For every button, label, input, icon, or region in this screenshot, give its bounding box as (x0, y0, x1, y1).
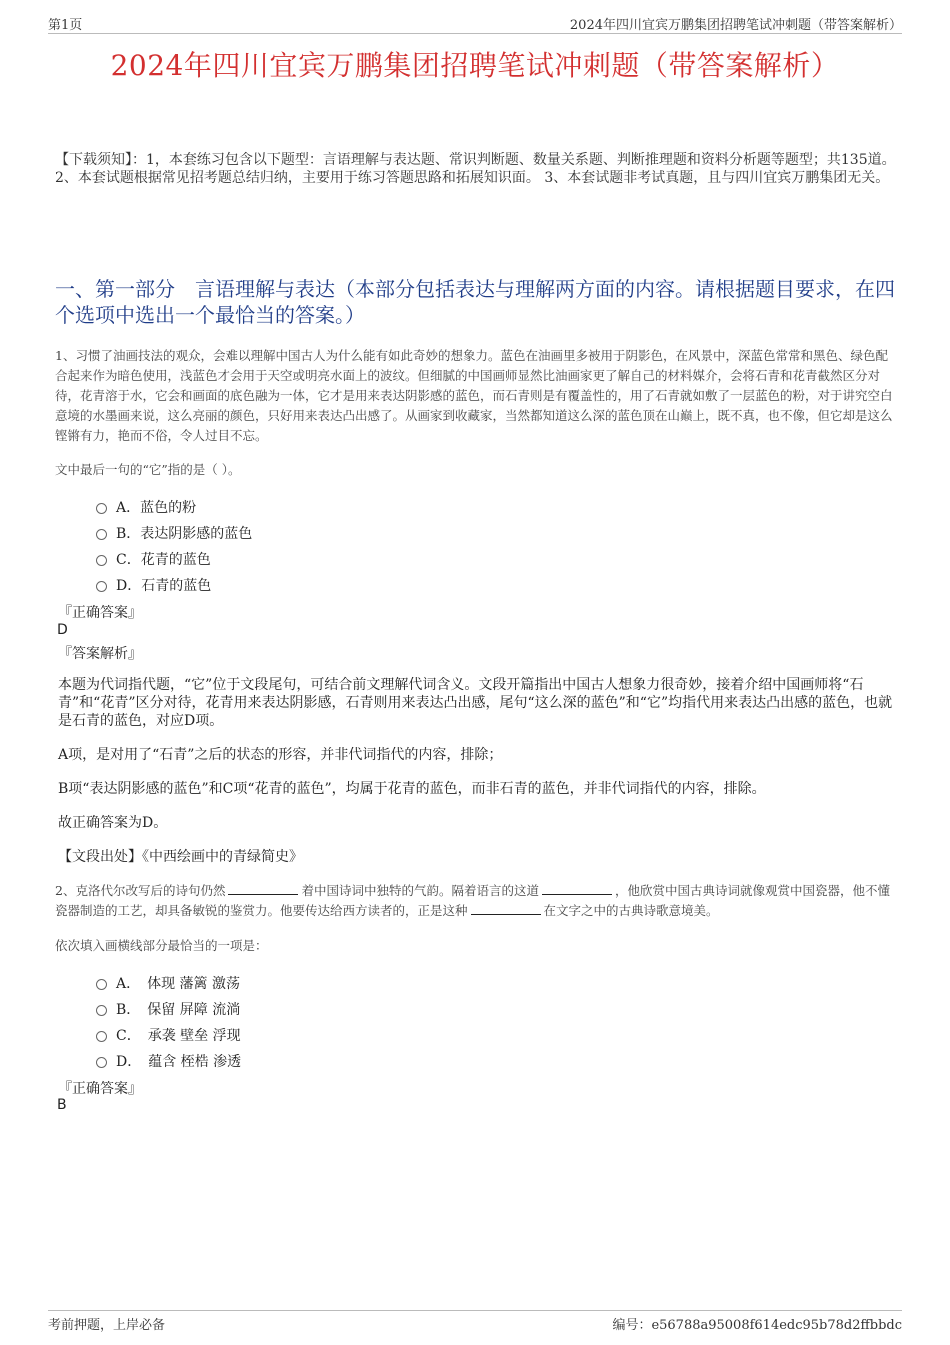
q1-option-d[interactable] (96, 575, 211, 595)
footer-divider (48, 1310, 902, 1311)
radio-icon[interactable] (96, 503, 107, 514)
radio-icon[interactable] (96, 529, 107, 540)
radio-icon[interactable] (96, 979, 107, 990)
radio-icon[interactable] (96, 555, 107, 566)
option-label: A．蓝色的粉 (116, 500, 197, 516)
fill-blank (228, 882, 298, 895)
q1-analysis-paragraph: 本题为代词指代题，“它”位于文段尾句，可结合前文理解代词含义。文段开篇指出中国古人想象力很奇妙，接着介绍中国画师将“石青”和“花青”区分对待，花青用来表达阴影感，石青则用来表达凸出感，尾句“这么深的蓝色”和“它”均指代用来表达凸出感的蓝色，也就是石青的蓝色，对应D项。 (58, 677, 893, 729)
option-label: B． 保留 屏障 流淌 (116, 1002, 241, 1018)
fill-blank (471, 902, 541, 915)
q2-stem: 依次填入画横线部分最恰当的一项是： (55, 938, 268, 953)
radio-icon[interactable] (96, 1031, 107, 1042)
option-label: A． 体现 藩篱 激荡 (116, 976, 241, 992)
footer-doc-id: 编号：e56788a95008f614edc95b78d2ffbbdc (612, 1318, 902, 1333)
q2-passage-part: 在文字之中的古典诗歌意境美。 (543, 903, 719, 918)
fill-blank (542, 882, 612, 895)
q1-source: 【文段出处】《中西绘画中的青绿简史》 (58, 849, 303, 865)
header-divider (48, 33, 902, 34)
q2-passage-part: ，他欣赏中国古典诗词就像观赏中国瓷器，他不懂瓷器制造的工艺，却具备敏锐的鉴赏力。他要传达给西方读者的，正是这种 (55, 883, 890, 918)
page-number: 第1页 (48, 18, 83, 33)
q1-option-c[interactable] (96, 549, 211, 569)
footer-slogan: 考前押题，上岸必备 (48, 1318, 166, 1333)
q1-analysis-paragraph: A项，是对用了“石青”之后的状态的形容，并非代词指代的内容，排除； (58, 747, 503, 763)
q2-passage (55, 881, 895, 921)
radio-icon[interactable] (96, 581, 107, 592)
option-label: B．表达阴影感的蓝色 (116, 526, 253, 542)
q2-option-c[interactable] (96, 1025, 241, 1045)
section-heading: 一、第一部分 言语理解与表达（本部分包括表达与理解两方面的内容。请根据题目要求，在四个选项中选出一个最恰当的答案。） (55, 277, 895, 327)
option-label: C．花青的蓝色 (116, 552, 211, 568)
q1-stem: 文中最后一句的“它”指的是（ ）。 (55, 462, 241, 477)
radio-icon[interactable] (96, 1005, 107, 1016)
q1-passage: 1、习惯了油画技法的观众，会难以理解中国古人为什么能有如此奇妙的想象力。蓝色在油画里多被用于阴影色，在风景中，深蓝色常常和黑色、绿色配合起来作为暗色使用，浅蓝色才会用于天空或明亮水面上的波纹。但细腻的中国画师显然比油画家更了解自己的材料媒介，会将石青和花青截然区分对待，花青溶于水，它会和画面的底色融为一体，它才是用来表达阴影感的蓝色，而石青则是有覆盖性的，用了石青就如敷了一层蓝色的粉，对于讲究空白意境的水墨画来说，这么亮丽的颜色，只好用来表达凸出感了。从画家到收藏家，当然都知道这么深的蓝色顶在山巅上，既不真，也不像，但它却是这么铿锵有力，艳而不俗，令人过目不忘。 (55, 348, 893, 443)
option-label: D．石青的蓝色 (116, 578, 212, 594)
q2-answer: B (57, 1097, 67, 1113)
q2-option-b[interactable] (96, 999, 240, 1019)
q2-answer-label: 『正确答案』 (58, 1081, 142, 1097)
q1-analysis-label: 『答案解析』 (58, 646, 142, 662)
option-label: C． 承袭 壁垒 浮现 (116, 1028, 241, 1044)
q1-analysis-paragraph: B项“表达阴影感的蓝色”和C项“花青的蓝色”，均属于花青的蓝色，而非石青的蓝色，并非代词指代的内容，排除。 (58, 781, 766, 797)
q1-answer-label: 『正确答案』 (58, 605, 142, 621)
q2-option-a[interactable] (96, 973, 240, 993)
q2-passage-part: 2、克洛代尔改写后的诗句仍然 (55, 883, 226, 898)
header-doc-title: 2024年四川宜宾万鹏集团招聘笔试冲刺题（带答案解析） (569, 18, 902, 33)
option-label: D． 蕴含 桎梏 渗透 (116, 1054, 242, 1070)
q2-option-d[interactable] (96, 1051, 241, 1071)
q1-option-a[interactable] (96, 497, 196, 517)
q1-answer: D (57, 622, 68, 638)
radio-icon[interactable] (96, 1057, 107, 1068)
q2-passage-part: 着中国诗词中独特的气韵。隔着语言的这道 (301, 883, 539, 898)
q1-option-b[interactable] (96, 523, 252, 543)
download-notice: 【下载须知】：1，本套练习包含以下题型：言语理解与表达题、常识判断题、数量关系题、判断推理题和资料分析题等题型；共135道。 2、本套试题根据常见招考题总结归纳，主要用于练习答题思路和拓展知识面。 3、本套试题非考试真题，且与四川宜宾万鹏集团无关。 (55, 152, 896, 186)
page-title: 2024年四川宜宾万鹏集团招聘笔试冲刺题（带答案解析） (110, 49, 840, 82)
q1-analysis-paragraph: 故正确答案为D。 (58, 815, 168, 831)
